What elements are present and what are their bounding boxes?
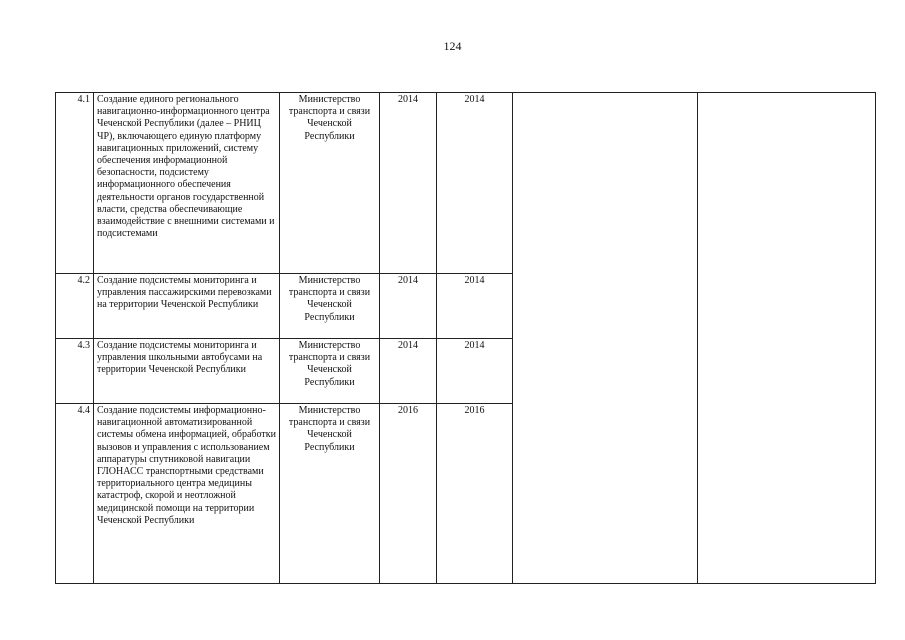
end-year: 2014 (437, 93, 513, 274)
row-number: 4.3 (56, 339, 94, 404)
executor: Министерство транспорта и связи Чеченской Республики (280, 339, 380, 404)
measure-description: Создание подсистемы мониторинга и управления школьными автобусами на территории Чеченской Республики (94, 339, 280, 404)
page-number: 124 (443, 39, 462, 53)
measure-description: Создание единого регионального навигационно-информационного центра Чеченской Республики (далее – РНИЦ ЧР), включающего единую платформу навигационных приложений, систему обеспечения информационной безопасности, подсистему информационного обеспечения деятельности органов государственной власти, средства обеспечивающие взаимодействие с внешними системами и подсистемами (94, 93, 280, 274)
executor: Министерство транспорта и связи Чеченской Республики (280, 93, 380, 274)
start-year: 2014 (380, 274, 437, 339)
row-number: 4.1 (56, 93, 94, 274)
end-year: 2014 (437, 274, 513, 339)
row-number: 4.4 (56, 404, 94, 584)
empty-cell (513, 93, 698, 584)
measure-description: Создание подсистемы мониторинга и управления пассажирскими перевозками на территории Чеченской Республики (94, 274, 280, 339)
executor: Министерство транспорта и связи Чеченской Республики (280, 274, 380, 339)
executor: Министерство транспорта и связи Чеченской Республики (280, 404, 380, 584)
start-year: 2016 (380, 404, 437, 584)
start-year: 2014 (380, 339, 437, 404)
end-year: 2014 (437, 339, 513, 404)
end-year: 2016 (437, 404, 513, 584)
measure-description: Создание подсистемы информационно-навигационной автоматизированной системы обмена информацией, обработки вызовов и управления с использованием аппаратуры спутниковой навигации ГЛОНАСС транспортными средствами территориального центра медицины катастроф, скорой и неотложной медицинской помощи на территории Чеченской Республики (94, 404, 280, 584)
empty-cell (698, 93, 876, 584)
measures-table (55, 92, 876, 584)
start-year: 2014 (380, 93, 437, 274)
row-number: 4.2 (56, 274, 94, 339)
table-row (56, 93, 876, 274)
